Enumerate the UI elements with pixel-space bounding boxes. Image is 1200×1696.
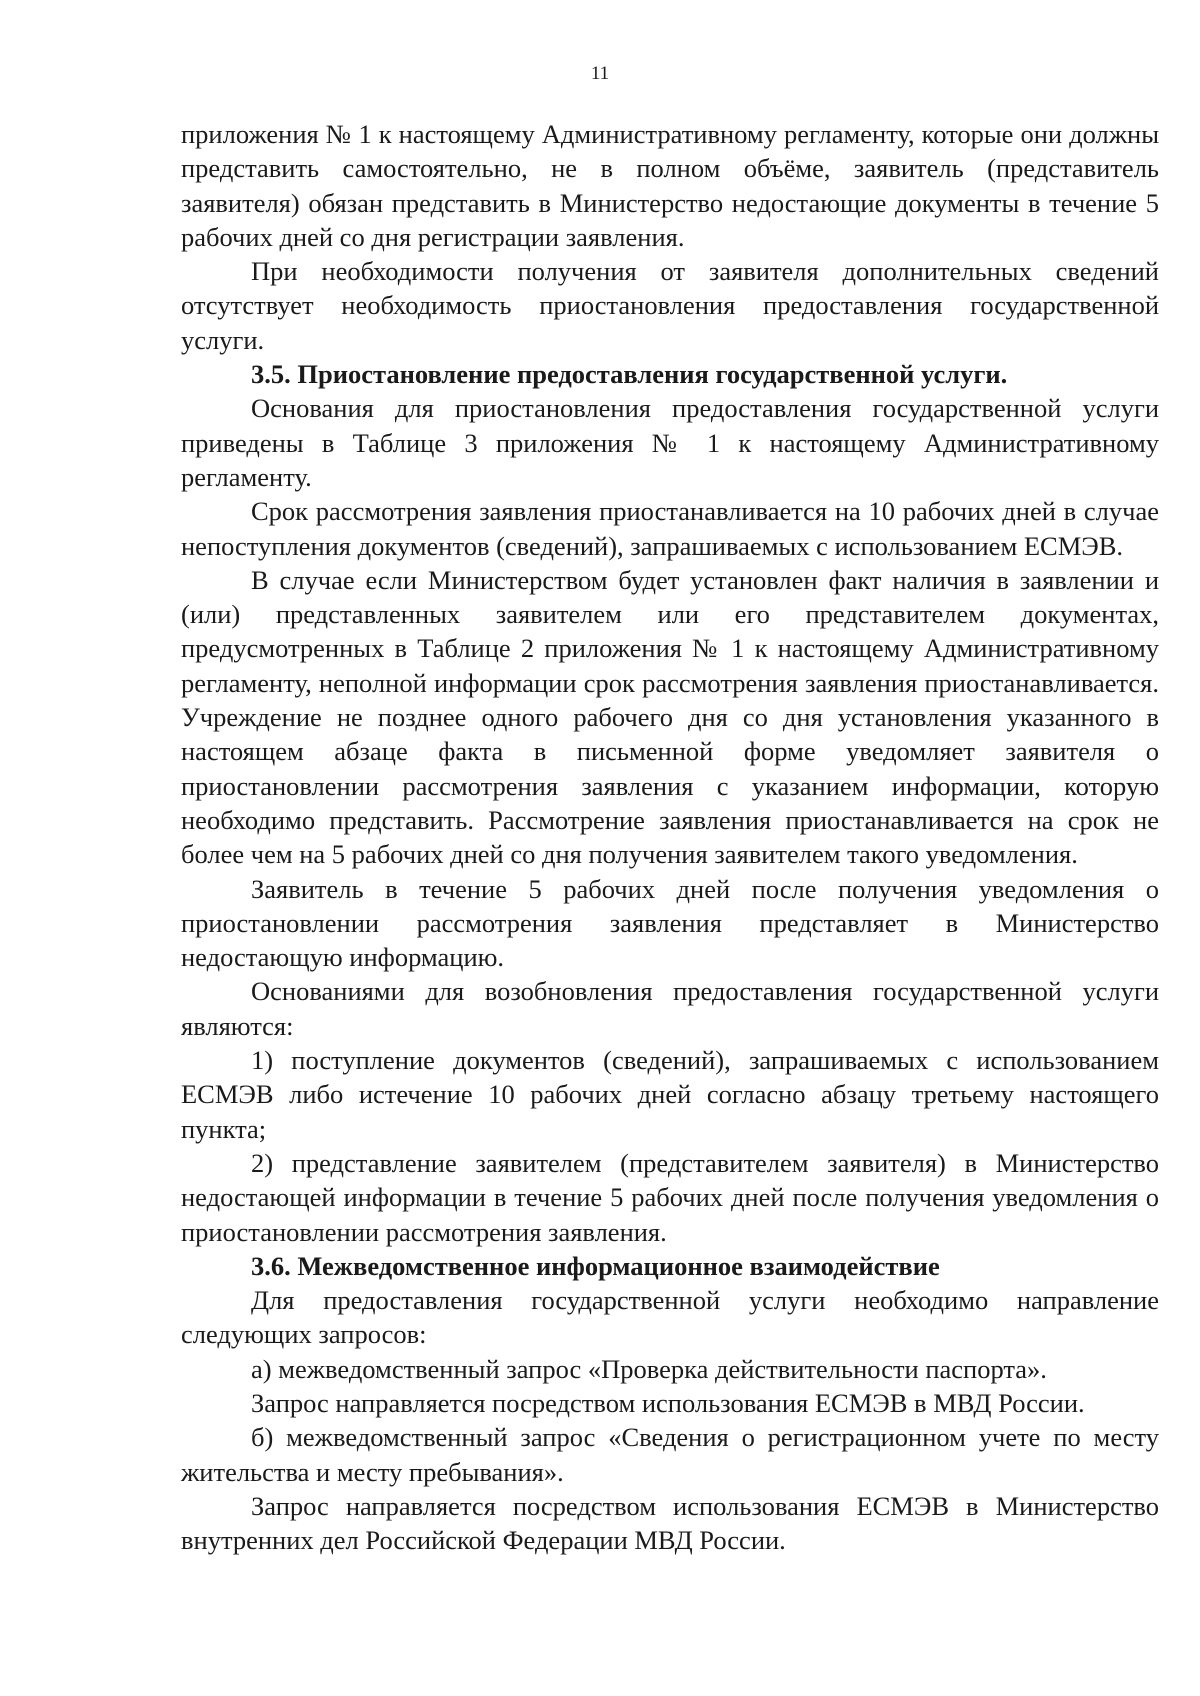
list-item-b: б) межведомственный запрос «Сведения о регистрационном учете по месту жительства и месту пребывания». [181, 1422, 1159, 1487]
paragraph-applicant-response: Заявитель в течение 5 рабочих дней после получения уведомления о приостановлении рассмотрения заявления представляет в Министерство недостающую информацию. [181, 873, 1159, 973]
paragraph-additional-info: При необходимости получения от заявителя дополнительных сведений отсутствует необходимость приостановления предоставления государственной услуги. [181, 256, 1159, 355]
paragraph-incomplete-info: В случае если Министерством будет установлен факт наличия в заявлении и (или) представленных заявителем или его представителем документах, предусмотренных в Таблице 2 приложения № 1 к настоящему Административному регламенту, неполной информации срок рассмотрения заявления приостанавливается. Учреждение не позднее одного рабочего дня со дня установления указанного в настоящем абзаце факта в письменной форме уведомляет заявителя о приостановлении рассмотрения заявления с указанием информации, которую необходимо представить. Рассмотрение заявления приостанавливается на срок не более чем на 5 рабочих дней со дня получения заявителем такого уведомления. [181, 564, 1159, 870]
paragraph-resumption-grounds: Основаниями для возобновления предоставления государственной услуги являются: [181, 976, 1159, 1041]
paragraph-continuation: приложения № 1 к настоящему Административному регламенту, которые они должны представить самостоятельно, не в полном объёме, заявитель (представитель заявителя) обязан представить в Министерство недостающие документы в течение 5 рабочих дней со дня регистрации заявления. [181, 119, 1159, 252]
page-number: 11 [590, 63, 610, 84]
section-heading-3-5: 3.5. Приостановление предоставления государственной услуги. [251, 359, 1008, 390]
list-item-1: 1) поступление документов (сведений), запрашиваемых с использованием ЕСМЭВ либо истечение 10 рабочих дней согласно абзацу третьему настоящего пункта; [181, 1045, 1159, 1144]
paragraph-request-b-route: Запрос направляется посредством использования ЕСМЭВ в Министерство внутренних дел Российской Федерации МВД России. [181, 1490, 1159, 1556]
list-item-a: а) межведомственный запрос «Проверка действительности паспорта». [251, 1353, 1047, 1384]
paragraph-suspension-term: Срок рассмотрения заявления приостанавливается на 10 рабочих дней в случае непоступления документов (сведений), запрашиваемых с использованием ЕСМЭВ. [181, 496, 1159, 561]
paragraph-requests-intro: Для предоставления государственной услуги необходимо направление следующих запросов: [181, 1285, 1159, 1350]
paragraph-suspension-grounds: Основания для приостановления предоставления государственной услуги приведены в Таблице 3 приложения № 1 к настоящему Административному регламенту. [181, 393, 1159, 492]
document-body [181, 117, 1159, 1557]
section-heading-3-6: 3.6. Межведомственное информационное взаимодействие [251, 1250, 940, 1281]
paragraph-request-a-route: Запрос направляется посредством использования ЕСМЭВ в МВД России. [251, 1387, 1085, 1418]
list-item-2: 2) представление заявителем (представителем заявителя) в Министерство недостающей информации в течение 5 рабочих дней после получения уведомления о приостановлении рассмотрения заявления. [181, 1147, 1159, 1247]
